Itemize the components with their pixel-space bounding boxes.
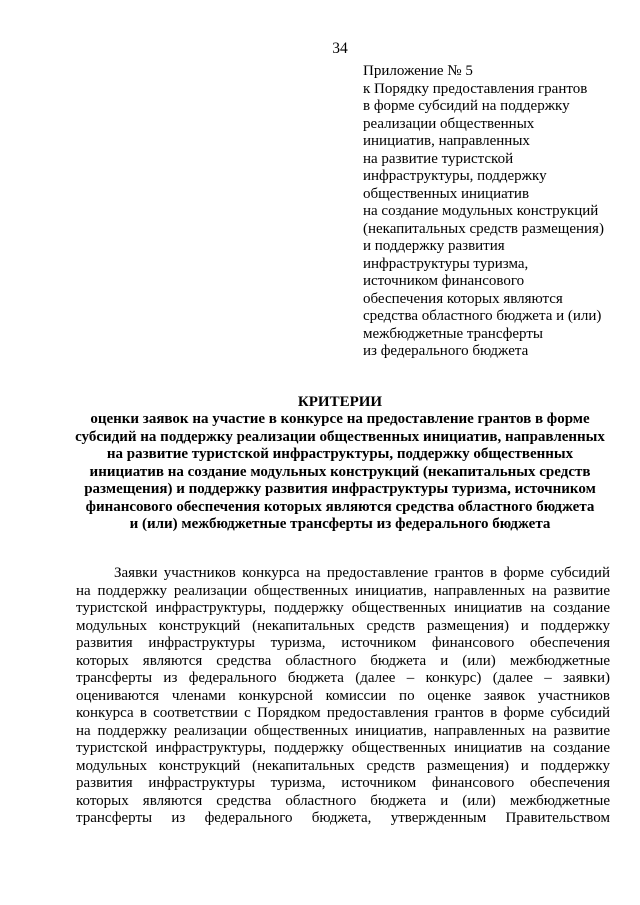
body-line: развития инфраструктуры туризма, источником финансового обеспечения — [76, 635, 610, 651]
body-line: Заявки участников конкурса на предоставление грантов в форме субсидий — [114, 565, 610, 581]
body-line: модульных конструкций (некапитальных средств размещения) и поддержку — [76, 757, 610, 774]
criteria-subtitle-line: субсидий на поддержку реализации общественных инициатив, направленных — [75, 428, 605, 445]
body-line: которых являются средства областного бюджета и (или) межбюджетные — [76, 792, 610, 809]
body-line: конкурса в соответствии с Порядком предоставления грантов в форме субсидий — [76, 705, 610, 721]
criteria-subtitle-line: финансового обеспечения которых являются средства областного бюджета — [85, 498, 595, 515]
appendix-line: обеспечения которых являются — [363, 290, 563, 307]
body-line: трансферты из федерального бюджета (далее – конкурс) (далее – заявки) — [76, 670, 610, 686]
appendix-line: на развитие туристской — [363, 150, 514, 167]
appendix-line: инфраструктуры туризма, — [363, 255, 529, 272]
body-line: оцениваются членами конкурсной комиссии по оценке заявок участников — [76, 687, 610, 704]
appendix-line: из федерального бюджета — [363, 343, 529, 359]
appendix-line: средства областного бюджета и (или) — [363, 308, 602, 324]
body-line: туристской инфраструктуры, поддержку общественных инициатив на создание — [76, 740, 610, 756]
appendix-line: на создание модульных конструкций — [363, 203, 599, 219]
body-line: на поддержку реализации общественных инициатив, направленных на развитие — [76, 582, 610, 599]
criteria-subtitle-line: размещения) и поддержку развития инфраструктуры туризма, источником — [84, 481, 596, 497]
body-line: которых являются средства областного бюджета и (или) межбюджетные — [76, 652, 610, 669]
body-line: туристской инфраструктуры, поддержку общественных инициатив на создание — [76, 600, 610, 616]
criteria-subtitle-line: инициатив на создание модульных конструкций (некапитальных средств — [89, 463, 591, 480]
body-line: на поддержку реализации общественных инициатив, направленных на развитие — [76, 722, 610, 739]
body-line: трансферты из федерального бюджета, утвержденным Правительством — [76, 810, 610, 826]
criteria-subtitle-line: на развитие туристской инфраструктуры, поддержку общественных — [106, 446, 574, 462]
appendix-header — [363, 63, 628, 361]
body-line: развития инфраструктуры туризма, источником финансового обеспечения — [76, 775, 610, 791]
appendix-line: Приложение № 5 — [363, 63, 473, 79]
appendix-line: источником финансового — [363, 273, 525, 289]
appendix-line: (некапитальных средств размещения) — [363, 220, 604, 237]
appendix-line: к Порядку предоставления грантов — [363, 80, 588, 97]
appendix-line: общественных инициатив — [363, 185, 530, 202]
page-number: 34 — [332, 40, 348, 57]
criteria-subtitle-line: оценки заявок на участие в конкурсе на предоставление грантов в форме — [90, 411, 590, 427]
appendix-line: инфраструктуры, поддержку — [363, 168, 547, 184]
appendix-line: инициатив, направленных — [363, 133, 530, 149]
criteria-heading — [60, 393, 620, 534]
appendix-line: и поддержку развития — [363, 238, 505, 254]
criteria-title: КРИТЕРИИ — [297, 394, 383, 410]
appendix-line: межбюджетные трансферты — [363, 325, 543, 342]
criteria-subtitle-line: и (или) межбюджетные трансферты из федерального бюджета — [129, 516, 551, 532]
body-paragraph — [76, 565, 610, 828]
body-line: модульных конструкций (некапитальных средств размещения) и поддержку — [76, 617, 610, 634]
appendix-line: реализации общественных — [363, 115, 535, 132]
appendix-line: в форме субсидий на поддержку — [363, 98, 570, 114]
